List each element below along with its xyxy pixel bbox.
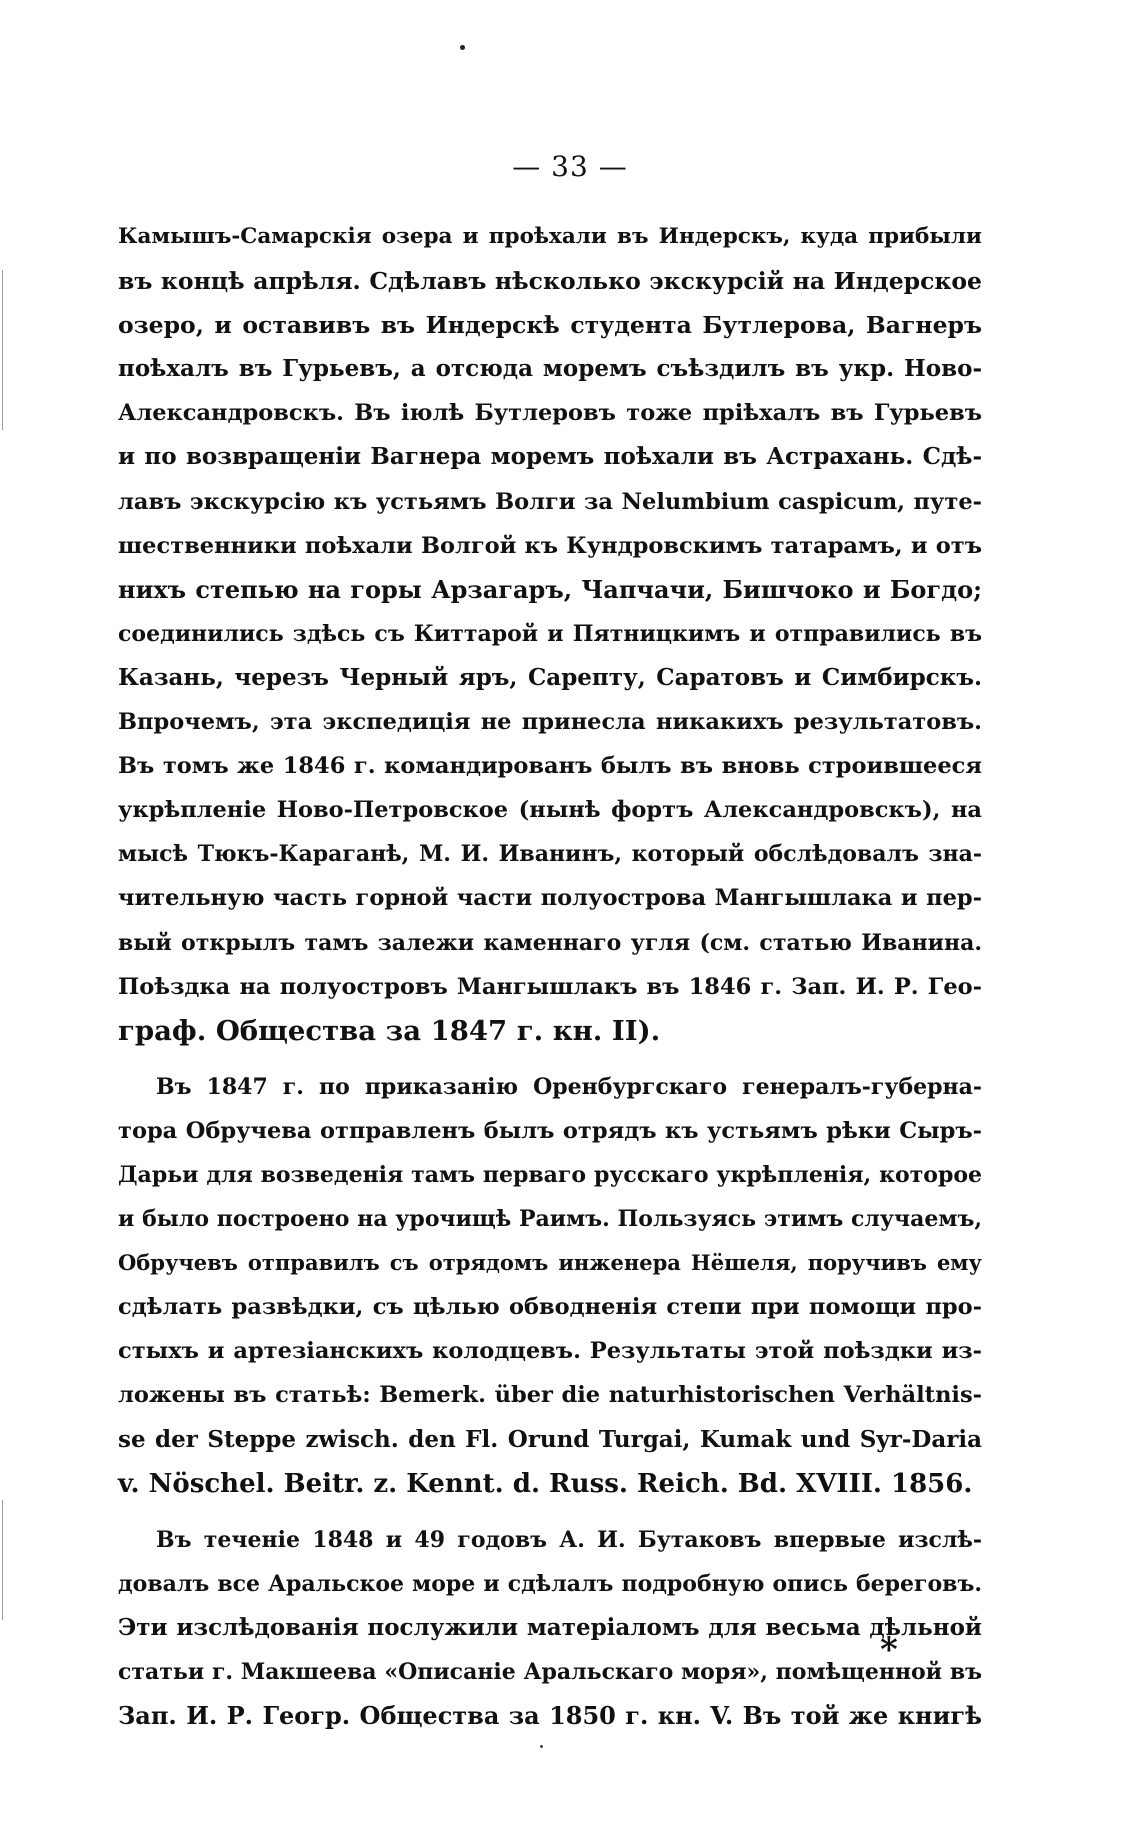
text-line: Зап. И. Р. Геогр. Общества за 1850 г. кн. V. Въ той же книгѣ: [118, 1701, 982, 1731]
text-line: мысѣ Тюкъ-Караганѣ, М. И. Иванинъ, который обслѣдовалъ зна-: [118, 841, 982, 868]
text-line: граф. Общества за 1847 г. кн. II).: [118, 1014, 661, 1047]
body-text: [118, 215, 982, 1738]
text-line: лавъ экскурсію къ устьямъ Волги за Nelumbium caspicum, путе-: [118, 488, 982, 515]
text-line: ложены въ статьѣ: Bemerk. über die naturhistorischen Verhältnis-: [118, 1382, 982, 1409]
text-line: чительную часть горной части полуострова Мангышлака и пер-: [118, 885, 982, 912]
text-line: сдѣлать развѣдки, съ цѣлью обводненія степи при помощи про-: [118, 1294, 982, 1321]
text-line: Въ 1847 г. по приказанію Оренбургскаго генералъ-губерна-: [156, 1073, 982, 1100]
text-line: нихъ степью на горы Арзагаръ, Чапчачи, Бишчоко и Богдо;: [118, 574, 982, 604]
scan-margin-line: [2, 270, 3, 430]
paragraph-gap: [118, 1506, 982, 1518]
text-line: тора Обручева отправленъ былъ отрядъ къ устьямъ рѣки Сыръ-: [118, 1117, 982, 1144]
text-line: Казань, черезъ Черный яръ, Сарепту, Саратовъ и Симбирскъ.: [118, 663, 982, 691]
text-line: соединились здѣсь съ Киттарой и Пятницкимъ и отправились въ: [118, 620, 982, 647]
text-line: поѣхалъ въ Гурьевъ, а отсюда моремъ съѣздилъ въ укр. Ново-: [118, 355, 982, 383]
text-line: довалъ все Аральское море и сдѣлалъ подробную опись береговъ.: [118, 1570, 982, 1597]
text-line: Въ томъ же 1846 г. командированъ былъ въ вновь строившееся: [118, 753, 982, 780]
text-line: озеро, и оставивъ въ Индерскѣ студента Бутлерова, Вагнеръ: [118, 311, 982, 340]
text-line: Поѣздка на полуостровъ Мангышлакъ въ 1846 г. Зап. И. Р. Гео-: [118, 973, 982, 1000]
page-number: — 33 —: [512, 150, 628, 183]
text-line: v. Nöschel. Beitr. z. Kennt. d. Russ. Reich. Bd. XVIII. 1856.: [118, 1468, 973, 1499]
text-line: вый открылъ тамъ залежи каменнаго угля (см. статью Иванина.: [118, 929, 982, 956]
text-line: укрѣпленіе Ново-Петровское (нынѣ фортъ Александровскъ), на: [118, 797, 982, 824]
text-line: Впрочемъ, эта экспедиція не принесла никакихъ результатовъ.: [118, 709, 982, 736]
text-line: Обручевъ отправилъ съ отрядомъ инженера Нёшеля, поручивъ ему: [118, 1250, 982, 1276]
text-line: въ концѣ апрѣля. Сдѣлавъ нѣсколько экскурсій на Индерское: [118, 267, 982, 296]
text-line: Дарьи для возведенія тамъ перваго русскаго укрѣпленія, которое: [118, 1161, 982, 1188]
text-line: статьи г. Макшеева «Описаніе Аральскаго моря», помѣщенной въ: [118, 1659, 982, 1685]
print-speck: [540, 1745, 543, 1748]
paragraph-gap: [118, 1053, 982, 1065]
text-line: и по возвращеніи Вагнера моремъ поѣхали въ Астрахань. Сдѣ-: [118, 443, 982, 471]
text-line: Въ теченіе 1848 и 49 годовъ А. И. Бутаковъ впервые изслѣ-: [156, 1526, 982, 1553]
text-line: Эти изслѣдованія послужили матеріаломъ для весьма дѣльной: [118, 1613, 982, 1641]
footnote-mark: *: [880, 1630, 898, 1670]
scan-margin-line: [2, 1500, 3, 1620]
text-line: Александровскъ. Въ іюлѣ Бутлеровъ тоже пріѣхалъ въ Гурьевъ: [118, 400, 982, 427]
text-line: и было построено на урочищѣ Раимъ. Пользуясь этимъ случаемъ,: [118, 1206, 982, 1233]
text-line: se der Steppe zwisch. den Fl. Orund Turgai, Kumak und Syr-Daria: [118, 1425, 982, 1453]
text-line: шественники поѣхали Волгой къ Кундровскимъ татарамъ, и отъ: [118, 532, 982, 559]
text-line: Камышъ-Самарскія озера и проѣхали въ Индерскъ, куда прибыли: [118, 224, 982, 249]
print-speck: [460, 45, 465, 50]
text-line: стыхъ и артезіанскихъ колодцевъ. Результаты этой поѣздки из-: [118, 1338, 982, 1365]
